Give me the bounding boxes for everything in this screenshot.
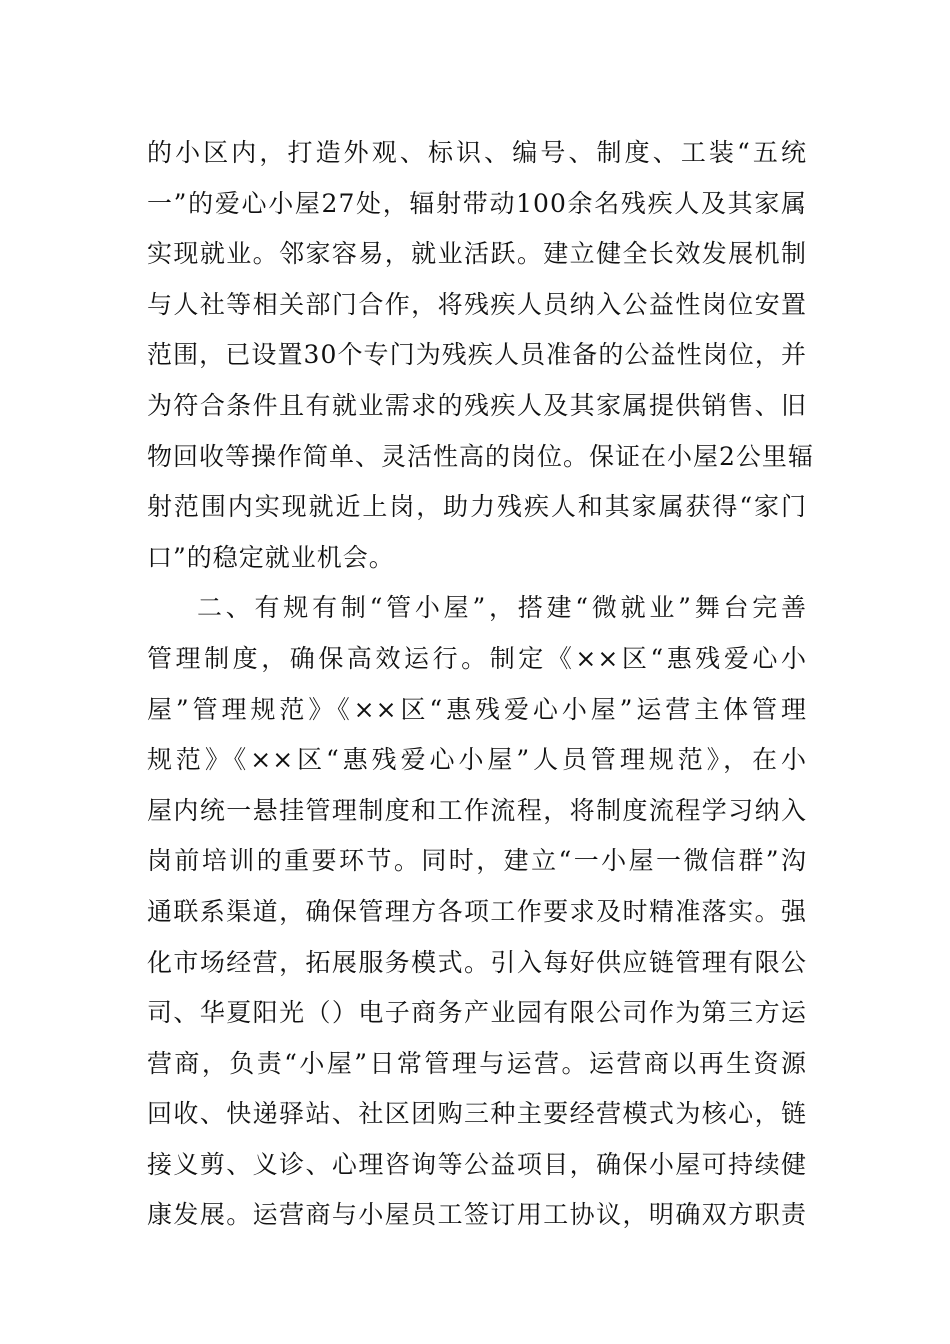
text-line-20: 回收、快递驿站、社区团购三种主要经营模式为核心，链 — [147, 1099, 807, 1129]
text-line-21: 接义剪、义诊、心理咨询等公益项目，确保小屋可持续健 — [147, 1149, 807, 1179]
text-line-1: 的小区内，打造外观、标识、编号、制度、工装“五统 — [147, 138, 807, 167]
text-line-6: 为符合条件且有就业需求的残疾人及其家属提供销售、旧 — [147, 390, 807, 420]
text-line-2: 一”的爱心小屋27处，辐射带动100余名残疾人及其家属 — [147, 188, 807, 218]
text-line-14: 屋内统一悬挂管理制度和工作流程，将制度流程学习纳入 — [147, 795, 807, 825]
text-line-18: 司、华夏阳光（）电子商务产业园有限公司作为第三方运 — [147, 998, 807, 1028]
text-line-8: 射范围内实现就近上岗，助力残疾人和其家属获得“家门 — [147, 492, 807, 522]
text-line-9: 口”的稳定就业机会。 — [147, 542, 395, 572]
text-line-15: 岗前培训的重要环节。同时，建立“一小屋一微信群”沟 — [147, 846, 807, 876]
text-line-22: 康发展。运营商与小屋员工签订用工协议，明确双方职责 — [147, 1200, 807, 1230]
text-line-19: 营商，负责“小屋”日常管理与运营。运营商以再生资源 — [147, 1048, 807, 1078]
section-heading-line: 二、有规有制“管小屋”，搭建“微就业”舞台完善 — [197, 593, 807, 623]
text-line-11: 管理制度，确保高效运行。制定《××区“惠残爱心小 — [147, 643, 807, 673]
text-line-4: 与人社等相关部门合作，将残疾人员纳入公益性岗位安置 — [147, 289, 807, 319]
text-line-3: 实现就业。邻家容易，就业活跃。建立健全长效发展机制 — [147, 239, 807, 269]
text-line-16: 通联系渠道，确保管理方各项工作要求及时精准落实。强 — [147, 896, 807, 926]
text-line-12: 屋”管理规范》《××区“惠残爱心小屋”运营主体管理 — [147, 694, 807, 724]
text-line-5: 范围，已设置30个专门为残疾人员准备的公益性岗位，并 — [147, 340, 807, 370]
text-line-13: 规范》《××区“惠残爱心小屋”人员管理规范》，在小 — [147, 745, 807, 775]
body-text — [147, 128, 814, 1241]
text-line-17: 化市场经营，拓展服务模式。引入每好供应链管理有限公 — [147, 947, 807, 977]
text-line-7: 物回收等操作简单、灵活性高的岗位。保证在小屋2公里辐 — [147, 441, 814, 471]
